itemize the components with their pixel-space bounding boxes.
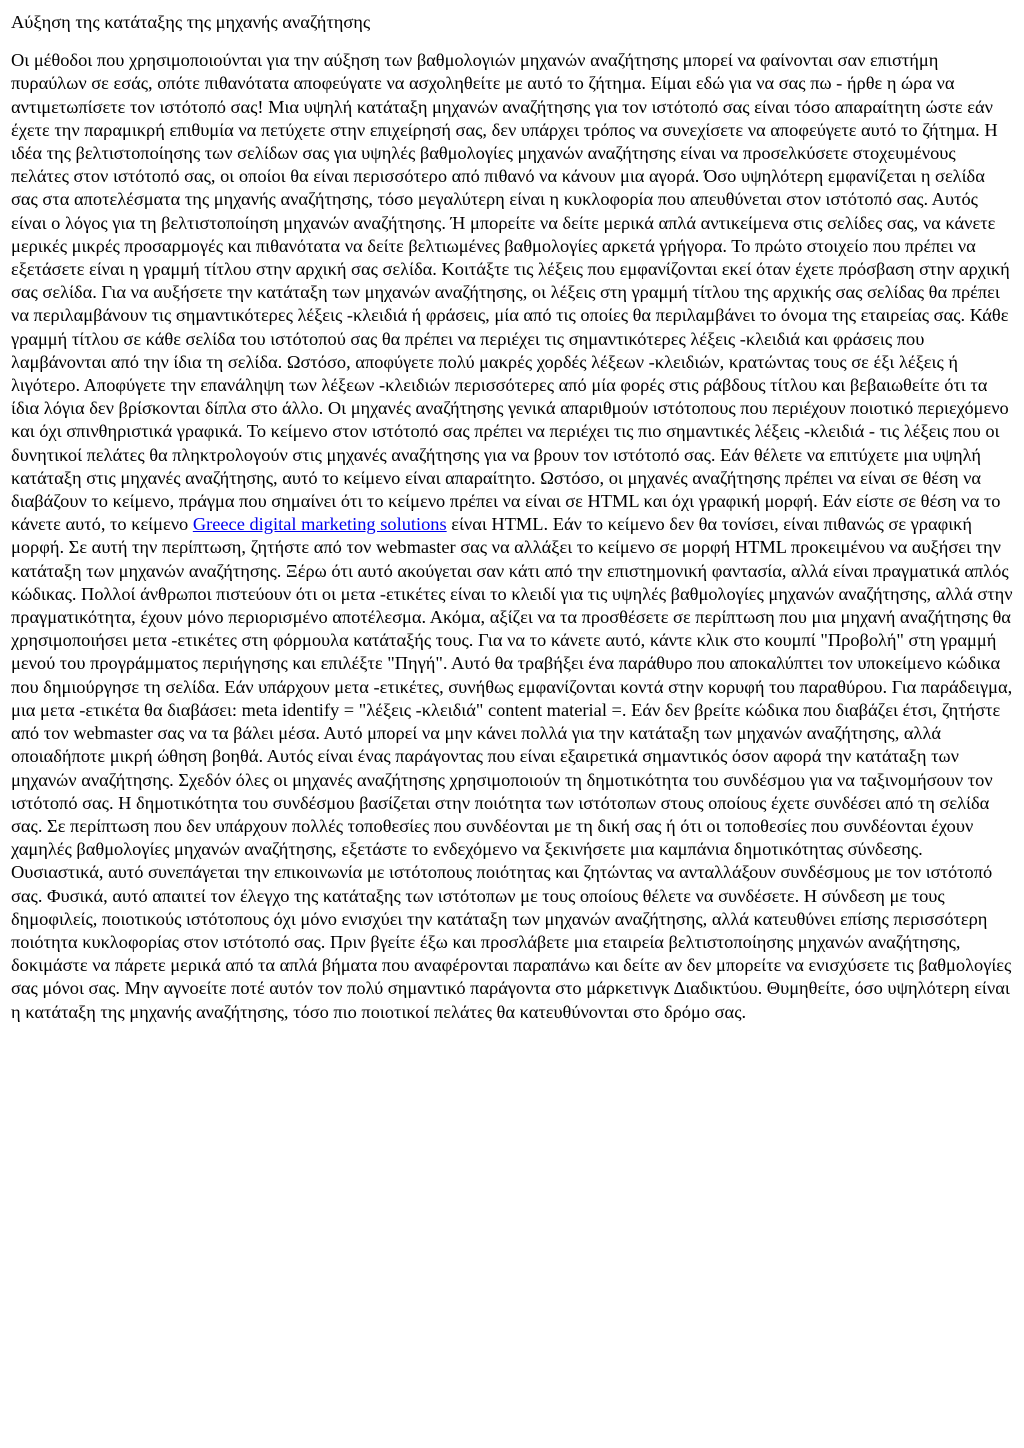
- article-text-after-link: είναι HTML. Εάν το κείμενο δεν θα τονίσει, είναι πιθανώς σε γραφική μορφή. Σε αυτή την περίπτωση, ζητήστε από τον webmaster σας να αλλάξει το κείμενο σε μορφή HTML προκειμένου να αυξήσει την κατάταξη των μηχανών αναζήτησης. Ξέρω ότι αυτό ακούγεται σαν κάτι από την επιστημονική φαντασία, αλλά είναι πραγματικά απλός κώδικας. Πολλοί άνθρωποι πιστεύουν ότι οι μετα -ετικέτες είναι το κλειδί για τις υψηλές βαθμολογίες μηχανών αναζήτησης, αλλά στην πραγματικότητα, έχουν μόνο περιορισμένο αποτέλεσμα. Ακόμα, αξίζει να τα προσθέσετε σε περίπτωση που μια μηχανή αναζήτησης θα χρησιμοποιήσει μετα -ετικέτες στη φόρμουλα κατάταξής τους. Για να το κάνετε αυτό, κάντε κλικ στο κουμπί "Προβολή" στη γραμμή μενού του προγράμματος περιήγησης και επιλέξτε "Πηγή". Αυτό θα τραβήξει ένα παράθυρο που αποκαλύπτει τον υποκείμενο κώδικα που δημιούργησε τη σελίδα. Εάν υπάρχουν μετα -ετικέτες, συνήθως εμφανίζονται κοντά στην κορυφή του παραθύρου. Για παράδειγμα, μια μετα -ετικέτα θα διαβάσει: meta identify = "λέξεις -κλειδιά" content material =. Εάν δεν βρείτε κώδικα που διαβάζει έτσι, ζητήστε από τον webmaster σας να τα βάλει μέσα. Αυτό μπορεί να μην κάνει πολλά για την κατάταξη των μηχανών αναζήτησης, αλλά οποιαδήποτε μικρή ώθηση βοηθά. Αυτός είναι ένας παράγοντας που είναι εξαιρετικά σημαντικός όσον αφορά την κατάταξη των μηχανών αναζήτησης. Σχεδόν όλες οι μηχανές αναζήτησης χρησιμοποιούν τη δημοτικότητα του συνδέσμου για να ταξινομήσουν τον ιστότοπό σας. Η δημοτικότητα του συνδέσμου βασίζεται στην ποιότητα των ιστότοπων στους οποίους έχετε συνδέσει από τη σελίδα σας. Σε περίπτωση που δεν υπάρχουν πολλές τοποθεσίες που συνδέονται με τη δική σας ή ότι οι τοποθεσίες που συνδέονται έχουν χαμηλές βαθμολογίες μηχανών αναζήτησης, εξετάστε το ενδεχόμενο να ξεκινήσετε μια καμπάνια δημοτικότητας σύνδεσης. Ουσιαστικά, αυτό συνεπάγεται την επικοινωνία με ιστότοπους ποιότητας και ζητώντας να ανταλλάξουν συνδέσμους με τον ιστότοπό σας. Φυσικά, αυτό απαιτεί τον έλεγχο της κατάταξης των ιστότοπων με τους οποίους θέλετε να συνδέσετε. Η σύνδεση με τους δημοφιλείς, ποιοτικούς ιστότοπους όχι μόνο ενισχύει την κατάταξη των μηχανών αναζήτησης, αλλά κατευθύνει επίσης περισσότερη ποιότητα κυκλοφορίας στον ιστότοπό σας. Πριν βγείτε έξω και προσλάβετε μια εταιρεία βελτιστοποίησης μηχανών αναζήτησης, δοκιμάστε να πάρετε μερικά από τα απλά βήματα που αναφέρονται παραπάνω και δείτε αν δεν μπορείτε να ενισχύσετε τις βαθμολογίες σας μόνοι σας. Μην αγνοείτε ποτέ αυτόν τον πολύ σημαντικό παράγοντα στο μάρκετινγκ Διαδικτύου. Θυμηθείτε, όσο υψηλότερη είναι η κατάταξη της μηχανής αναζήτησης, τόσο πιο ποιοτικοί πελάτες θα κατευθύνονται στο δρόμο σας.: [11, 514, 1013, 1022]
- marketing-solutions-link[interactable]: Greece digital marketing solutions: [192, 514, 447, 535]
- article-text-before-link: Οι μέθοδοι που χρησιμοποιούνται για την αύξηση των βαθμολογιών μηχανών αναζήτησης μπορεί να φαίνονται σαν επιστήμη πυραύλων σε εσάς, οπότε πιθανότατα αποφεύγατε να ασχοληθείτε με αυτό το ζήτημα. Είμαι εδώ για να σας πω - ήρθε η ώρα να αντιμετωπίσετε τον ιστότοπό σας! Μια υψηλή κατάταξη μηχανών αναζήτησης για τον ιστότοπό σας είναι τόσο απαραίτητη ώστε εάν έχετε την παραμικρή επιθυμία να πετύχετε στην επιχείρησή σας, δεν υπάρχει τρόπος να συνεχίσετε να αποφεύγετε αυτό το ζήτημα. Η ιδέα της βελτιστοποίησης των σελίδων σας για υψηλές βαθμολογίες μηχανών αναζήτησης είναι να προσελκύσετε στοχευμένους πελάτες στον ιστότοπό σας, οι οποίοι θα είναι περισσότερο από πιθανό να κάνουν μια αγορά. Όσο υψηλότερη εμφανίζεται η σελίδα σας στα αποτελέσματα της μηχανής αναζήτησης, τόσο μεγαλύτερη είναι η κυκλοφορία που απευθύνεται στον ιστότοπό σας. Αυτός είναι ο λόγος για τη βελτιστοποίηση μηχανών αναζήτησης. Ή μπορείτε να δείτε μερικά απλά αντικείμενα στις σελίδες σας, να κάνετε μερικές μικρές προσαρμογές και πιθανότατα να δείτε βελτιωμένες βαθμολογίες αρκετά γρήγορα. Το πρώτο στοιχείο που πρέπει να εξετάσετε είναι η γραμμή τίτλου στην αρχική σας σελίδα. Κοιτάξτε τις λέξεις που εμφανίζονται εκεί όταν έχετε πρόσβαση στην αρχική σας σελίδα. Για να αυξήσετε την κατάταξη των μηχανών αναζήτησης, οι λέξεις στη γραμμή τίτλου της αρχικής σας σελίδας θα πρέπει να περιλαμβάνουν τις σημαντικότερες λέξεις -κλειδιά ή φράσεις, μία από τις οποίες θα περιλαμβάνει το όνομα της εταιρείας σας. Κάθε γραμμή τίτλου σε κάθε σελίδα του ιστότοπού σας θα πρέπει να περιέχει τις σημαντικότερες λέξεις -κλειδιά και φράσεις που λαμβάνονται από την ίδια τη σελίδα. Ωστόσο, αποφύγετε πολύ μακρές χορδές λέξεων -κλειδιών, κρατώντας τους σε έξι λέξεις ή λιγότερο. Αποφύγετε την επανάληψη των λέξεων -κλειδιών περισσότερες από μία φορές στις ράβδους τίτλου και βεβαιωθείτε ότι τα ίδια λόγια δεν βρίσκονται δίπλα στο άλλο. Οι μηχανές αναζήτησης γενικά απαριθμούν ιστότοπους που περιέχουν ποιοτικό περιεχόμενο και όχι σπινθηριστικά γραφικά. Το κείμενο στον ιστότοπό σας πρέπει να περιέχει τις πιο σημαντικές λέξεις -κλειδιά - τις λέξεις που οι δυνητικοί πελάτες θα πληκτρολογούν στις μηχανές αναζήτησης για να βρουν τον ιστότοπό σας. Εάν θέλετε να επιτύχετε μια υψηλή κατάταξη στις μηχανές αναζήτησης, αυτό το κείμενο είναι απαραίτητο. Ωστόσο, οι μηχανές αναζήτησης πρέπει να είναι σε θέση να διαβάζουν το κείμενο, πράγμα που σημαίνει ότι το κείμενο πρέπει να είναι σε HTML και όχι γραφική μορφή. Εάν είστε σε θέση να το κάνετε αυτό, το κείμενο: [11, 50, 1010, 535]
- page-title: Αύξηση της κατάταξης της μηχανής αναζήτησης: [11, 12, 371, 32]
- article-body: [11, 49, 1013, 1024]
